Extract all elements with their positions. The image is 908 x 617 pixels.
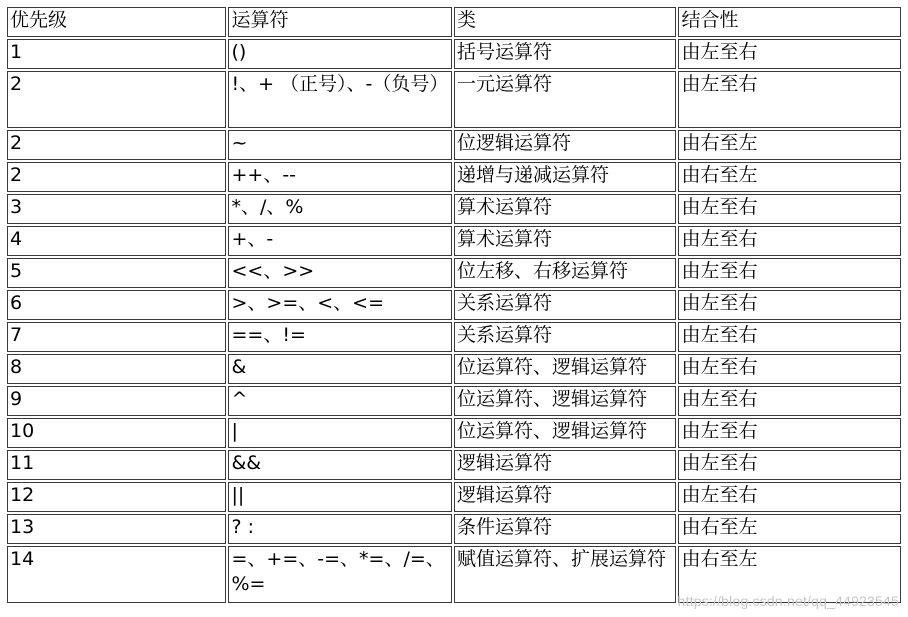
category-cell: 关系运算符 [454,322,677,352]
operator-cell: | [228,418,452,448]
operator-cell: +、- [228,226,452,256]
associativity-cell: 由左至右 [678,39,901,69]
associativity-cell: 由左至右 [678,354,901,384]
table-row [7,39,901,69]
operator-cell: ++、-- [228,162,452,192]
category-cell: 括号运算符 [454,39,677,69]
priority-cell: 13 [7,514,226,544]
category-cell: 位逻辑运算符 [454,130,677,160]
category-cell: 赋值运算符、扩展运算符 [454,546,677,603]
table-row [7,258,901,288]
operator-cell: & [228,354,452,384]
associativity-cell: 由左至右 [678,418,901,448]
operator-cell: <<、>> [228,258,452,288]
watermark-text: https://blog.csdn.net/qq_44923545 [677,593,899,609]
associativity-cell: 由左至右 [678,194,901,224]
associativity-cell: 由左至右 [678,226,901,256]
table-row [7,482,901,512]
category-cell: 位运算符、逻辑运算符 [454,418,677,448]
priority-cell: 14 [7,546,226,603]
operator-cell: ^ [228,386,452,416]
table-row [7,450,901,480]
priority-cell: 5 [7,258,226,288]
priority-cell: 3 [7,194,226,224]
operator-cell: ==、!= [228,322,452,352]
associativity-cell: 由左至右 [678,450,901,480]
priority-cell: 2 [7,130,226,160]
priority-cell: 12 [7,482,226,512]
category-cell: 条件运算符 [454,514,677,544]
table-row [7,162,901,192]
priority-cell: 8 [7,354,226,384]
category-cell: 关系运算符 [454,290,677,320]
table-row [7,130,901,160]
operator-cell: ? : [228,514,452,544]
table-row [7,386,901,416]
associativity-cell: 由右至左 [678,162,901,192]
category-cell: 算术运算符 [454,194,677,224]
category-cell: 位运算符、逻辑运算符 [454,386,677,416]
category-cell: 位运算符、逻辑运算符 [454,354,677,384]
category-cell: 算术运算符 [454,226,677,256]
operator-cell: =、+=、-=、*=、/=、%= [228,546,452,603]
priority-cell: 1 [7,39,226,69]
operator-cell: *、/、% [228,194,452,224]
associativity-cell: 由右至左 [678,514,901,544]
table-row [7,226,901,256]
associativity-cell: 由左至右 [678,290,901,320]
operator-cell: !、+ （正号）、-（负号） [228,71,452,128]
table-row [7,514,901,544]
header-associativity: 结合性 [678,7,901,37]
associativity-cell: 由右至左 [678,546,901,603]
associativity-cell: 由左至右 [678,71,901,128]
operator-cell: || [228,482,452,512]
priority-cell: 2 [7,71,226,128]
priority-cell: 10 [7,418,226,448]
category-cell: 位左移、右移运算符 [454,258,677,288]
category-cell: 逻辑运算符 [454,482,677,512]
category-cell: 逻辑运算符 [454,450,677,480]
category-cell: 递增与递减运算符 [454,162,677,192]
priority-cell: 6 [7,290,226,320]
header-operator: 运算符 [228,7,452,37]
header-priority: 优先级 [7,7,226,37]
associativity-cell: 由左至右 [678,258,901,288]
associativity-cell: 由左至右 [678,322,901,352]
category-cell: 一元运算符 [454,71,677,128]
operator-cell: () [228,39,452,69]
operator-precedence-table [5,5,903,605]
table-row [7,290,901,320]
table-row [7,194,901,224]
priority-cell: 7 [7,322,226,352]
header-row [7,7,901,37]
associativity-cell: 由左至右 [678,482,901,512]
table-row [7,71,901,128]
priority-cell: 2 [7,162,226,192]
header-category: 类 [454,7,677,37]
table-row [7,322,901,352]
associativity-cell: 由右至左 [678,130,901,160]
operator-cell: ~ [228,130,452,160]
table-row [7,418,901,448]
associativity-cell: 由左至右 [678,386,901,416]
operator-cell: >、>=、<、<= [228,290,452,320]
priority-cell: 11 [7,450,226,480]
table-row [7,354,901,384]
operator-cell: && [228,450,452,480]
priority-cell: 9 [7,386,226,416]
priority-cell: 4 [7,226,226,256]
